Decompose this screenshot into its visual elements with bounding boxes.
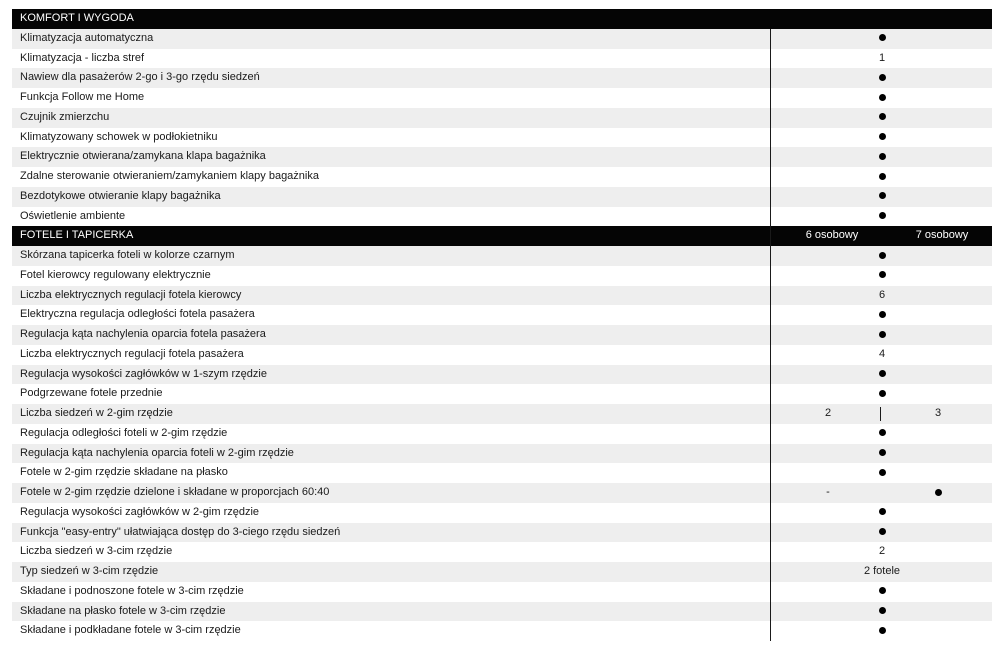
table-row bbox=[12, 207, 992, 227]
table-row bbox=[12, 49, 992, 69]
included-dot-icon bbox=[772, 207, 992, 227]
included-dot-icon bbox=[772, 128, 992, 148]
table-row bbox=[12, 503, 992, 523]
table-row bbox=[12, 404, 992, 424]
table-row bbox=[12, 562, 992, 582]
row-label: Regulacja wysokości zagłówków w 1-szym rzędzie bbox=[20, 367, 267, 380]
row-label: Klimatyzowany schowek w podłokietniku bbox=[20, 130, 218, 143]
section-title: FOTELE I TAPICERKA bbox=[20, 229, 134, 242]
row-value: 2 fotele bbox=[863, 565, 901, 577]
row-label: Skórzana tapicerka foteli w kolorze czarnym bbox=[20, 249, 235, 261]
row-label: Bezdotykowe otwieranie klapy bagażnika bbox=[20, 189, 221, 202]
row-label: Składane i podkładane fotele w 3-cim rzędzie bbox=[20, 624, 241, 637]
table-row bbox=[12, 305, 992, 325]
row-label: Regulacja kąta nachylenia oparcia foteli w 2-gim rzędzie bbox=[20, 446, 294, 459]
section-title: KOMFORT I WYGODA bbox=[20, 12, 134, 24]
table-row bbox=[12, 246, 992, 266]
table-row bbox=[12, 128, 992, 148]
column-divider bbox=[770, 29, 771, 641]
row-value: 2 bbox=[824, 407, 832, 419]
column-header: 6 osobowy bbox=[805, 229, 859, 242]
table-row bbox=[12, 167, 992, 187]
row-label: Funkcja Follow me Home bbox=[20, 91, 145, 103]
included-dot-icon bbox=[772, 582, 992, 602]
row-value: 6 bbox=[878, 288, 886, 301]
row-label: Zdalne sterowanie otwieraniem/zamykaniem klapy bagażnika bbox=[20, 170, 319, 182]
section-header bbox=[12, 226, 992, 246]
table-row bbox=[12, 384, 992, 404]
row-label: Klimatyzacja - liczba stref bbox=[20, 51, 145, 64]
table-row bbox=[12, 187, 992, 207]
row-value: - bbox=[826, 486, 830, 498]
table-row bbox=[12, 621, 992, 641]
included-dot-icon bbox=[772, 463, 992, 483]
row-value: 1 bbox=[878, 51, 886, 64]
included-dot-icon bbox=[772, 365, 992, 385]
row-label: Elektrycznie otwierana/zamykana klapa bagażnika bbox=[20, 150, 266, 163]
table-row bbox=[12, 483, 992, 503]
included-dot-icon bbox=[772, 68, 992, 88]
row-label: Regulacja odległości foteli w 2-gim rzędzie bbox=[20, 426, 228, 439]
row-value: 4 bbox=[878, 347, 886, 360]
row-label: Liczba siedzeń w 3-cim rzędzie bbox=[20, 545, 173, 558]
row-label: Typ siedzeń w 3-cim rzędzie bbox=[20, 565, 159, 577]
row-label: Nawiew dla pasażerów 2-go i 3-go rzędu siedzeń bbox=[20, 71, 260, 84]
table-row bbox=[12, 602, 992, 622]
included-dot-icon bbox=[772, 187, 992, 207]
row-label: Czujnik zmierzchu bbox=[20, 110, 110, 123]
row-label: Fotele w 2-gim rzędzie składane na płasko bbox=[20, 466, 228, 479]
included-dot-icon bbox=[772, 246, 992, 266]
row-label: Oświetlenie ambiente bbox=[20, 209, 126, 222]
included-dot-icon bbox=[772, 88, 992, 108]
included-dot-icon bbox=[772, 602, 992, 622]
table-row bbox=[12, 325, 992, 345]
row-label: Funkcja "easy-entry" ułatwiająca dostęp do 3-ciego rzędu siedzeń bbox=[20, 525, 341, 538]
table-row bbox=[12, 108, 992, 128]
row-value: 2 bbox=[878, 545, 886, 558]
included-dot-icon bbox=[772, 266, 992, 286]
row-label: Składane na płasko fotele w 3-cim rzędzie bbox=[20, 604, 226, 617]
section-header bbox=[12, 9, 992, 29]
included-dot-icon bbox=[772, 305, 992, 325]
included-dot-icon bbox=[772, 29, 992, 49]
row-label: Regulacja wysokości zagłówków w 2-gim rzędzie bbox=[20, 505, 260, 518]
row-label: Składane i podnoszone fotele w 3-cim rzędzie bbox=[20, 584, 244, 597]
spec-table bbox=[12, 9, 992, 641]
table-row bbox=[12, 582, 992, 602]
row-label: Regulacja kąta nachylenia oparcia fotela pasażera bbox=[20, 328, 266, 340]
included-dot-icon bbox=[772, 503, 992, 523]
column-header: 7 osobowy bbox=[915, 229, 969, 242]
table-row bbox=[12, 463, 992, 483]
included-dot-icon bbox=[772, 384, 992, 404]
included-dot-icon bbox=[772, 621, 992, 641]
row-label: Liczba elektrycznych regulacji fotela pasażera bbox=[20, 347, 244, 360]
included-dot-icon bbox=[772, 444, 992, 464]
included-dot-icon bbox=[772, 167, 992, 187]
included-dot-icon bbox=[772, 108, 992, 128]
included-dot-icon bbox=[772, 325, 992, 345]
table-row bbox=[12, 68, 992, 88]
table-row bbox=[12, 523, 992, 543]
included-dot-icon bbox=[772, 424, 992, 444]
table-row bbox=[12, 88, 992, 108]
table-row bbox=[12, 365, 992, 385]
table-row bbox=[12, 444, 992, 464]
row-label: Fotele w 2-gim rzędzie dzielone i składane w proporcjach 60:40 bbox=[20, 486, 330, 498]
included-dot-icon bbox=[772, 147, 992, 167]
table-row bbox=[12, 424, 992, 444]
row-label: Liczba elektrycznych regulacji fotela kierowcy bbox=[20, 288, 242, 301]
row-label: Fotel kierowcy regulowany elektrycznie bbox=[20, 268, 211, 281]
included-dot-icon bbox=[884, 483, 992, 503]
row-label: Liczba siedzeń w 2-gim rzędzie bbox=[20, 407, 173, 419]
table-row bbox=[12, 147, 992, 167]
table-row bbox=[12, 29, 992, 49]
row-value: 3 bbox=[934, 407, 942, 419]
row-label: Elektryczna regulacja odległości fotela pasażera bbox=[20, 308, 255, 321]
row-label: Klimatyzacja automatyczna bbox=[20, 31, 154, 44]
row-label: Podgrzewane fotele przednie bbox=[20, 387, 163, 400]
included-dot-icon bbox=[772, 523, 992, 543]
table-row bbox=[12, 542, 992, 562]
table-row bbox=[12, 345, 992, 365]
sub-column-divider bbox=[880, 407, 881, 421]
table-row bbox=[12, 266, 992, 286]
table-row bbox=[12, 286, 992, 306]
